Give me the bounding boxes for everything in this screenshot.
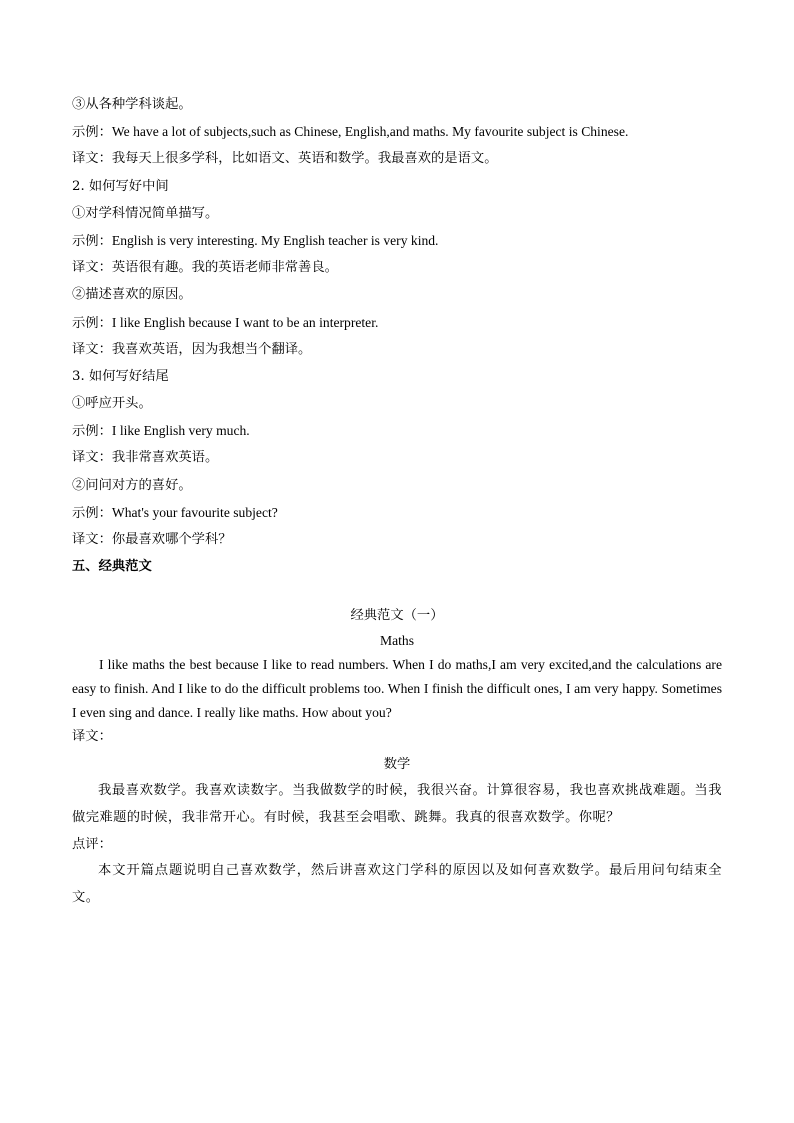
- example-label: 示例：: [72, 424, 112, 440]
- subheading-ending: 3. 如何写好结尾: [72, 368, 169, 384]
- example-text: English is very interesting. My English teacher is very kind.: [111, 232, 439, 248]
- document-page: [72, 91, 722, 912]
- example-label: 示例：: [72, 125, 112, 141]
- example-text: What's your favourite subject?: [111, 504, 278, 520]
- example-line: [72, 227, 722, 254]
- translation-label: 译文：: [72, 729, 112, 745]
- example-text: We have a lot of subjects,such as Chinese, English,and maths. My favourite subject is Chinese.: [111, 124, 629, 140]
- translation-line: 译文：我喜欢英语，因为我想当个翻译。: [72, 341, 312, 357]
- example-line: [72, 118, 722, 145]
- comment-label: 点评：: [72, 837, 112, 853]
- example-label: 示例：: [72, 505, 112, 521]
- section-heading: 五、经典范文: [72, 559, 152, 575]
- example-line: [72, 309, 722, 336]
- essay-body-en: I like maths the best because I like to read numbers. When I do maths,I am very excited,and the calculations are easy to finish. And I like to do the difficult problems too. When I finish the difficult ones, I am very happy. Sometimes I even sing and dance. I really like maths. How about you?: [72, 657, 722, 720]
- comment-body: 本文开篇点题说明自己喜欢数学，然后讲喜欢这门学科的原因以及如何喜欢数学。最后用问句结束全文。: [72, 863, 722, 905]
- example-text: I like English because I want to be an interpreter.: [111, 314, 379, 330]
- essay-title-en: Maths: [380, 633, 414, 649]
- translation-line: 译文：你最喜欢哪个学科？: [72, 532, 232, 547]
- subheading-middle: 2. 如何写好中间: [72, 178, 169, 194]
- essay-body-zh: 我最喜欢数学。我喜欢读数字。当我做数学的时候，我很兴奋。计算很容易，我也喜欢挑战难题。当我做完难题的时候，我非常开心。有时候，我甚至会唱歌、跳舞。我真的很喜欢数学。你呢？: [72, 783, 722, 826]
- example-label: 示例：: [72, 315, 112, 331]
- spacer: [72, 580, 722, 603]
- point-2-ending: ②问问对方的喜好。: [72, 477, 192, 493]
- translation-line: 译文：我每天上很多学科，比如语文、英语和数学。我最喜欢的是语文。: [72, 151, 498, 167]
- point-1-middle: ①对学科情况简单描写。: [72, 205, 219, 221]
- example-line: [72, 499, 722, 526]
- point-2-middle: ②描述喜欢的原因。: [72, 287, 192, 303]
- example-line: [72, 417, 722, 444]
- point-1-ending: ①呼应开头。: [72, 396, 152, 412]
- translation-line: 译文：我非常喜欢英语。: [72, 450, 219, 466]
- point-3-intro: ③从各种学科谈起。: [72, 97, 192, 112]
- essay-heading: 经典范文（一）: [350, 608, 444, 624]
- essay-title-zh: 数学: [383, 757, 411, 773]
- translation-line: 译文：英语很有趣。我的英语老师非常善良。: [72, 260, 338, 276]
- example-text: I like English very much.: [111, 423, 250, 439]
- example-label: 示例：: [72, 233, 112, 249]
